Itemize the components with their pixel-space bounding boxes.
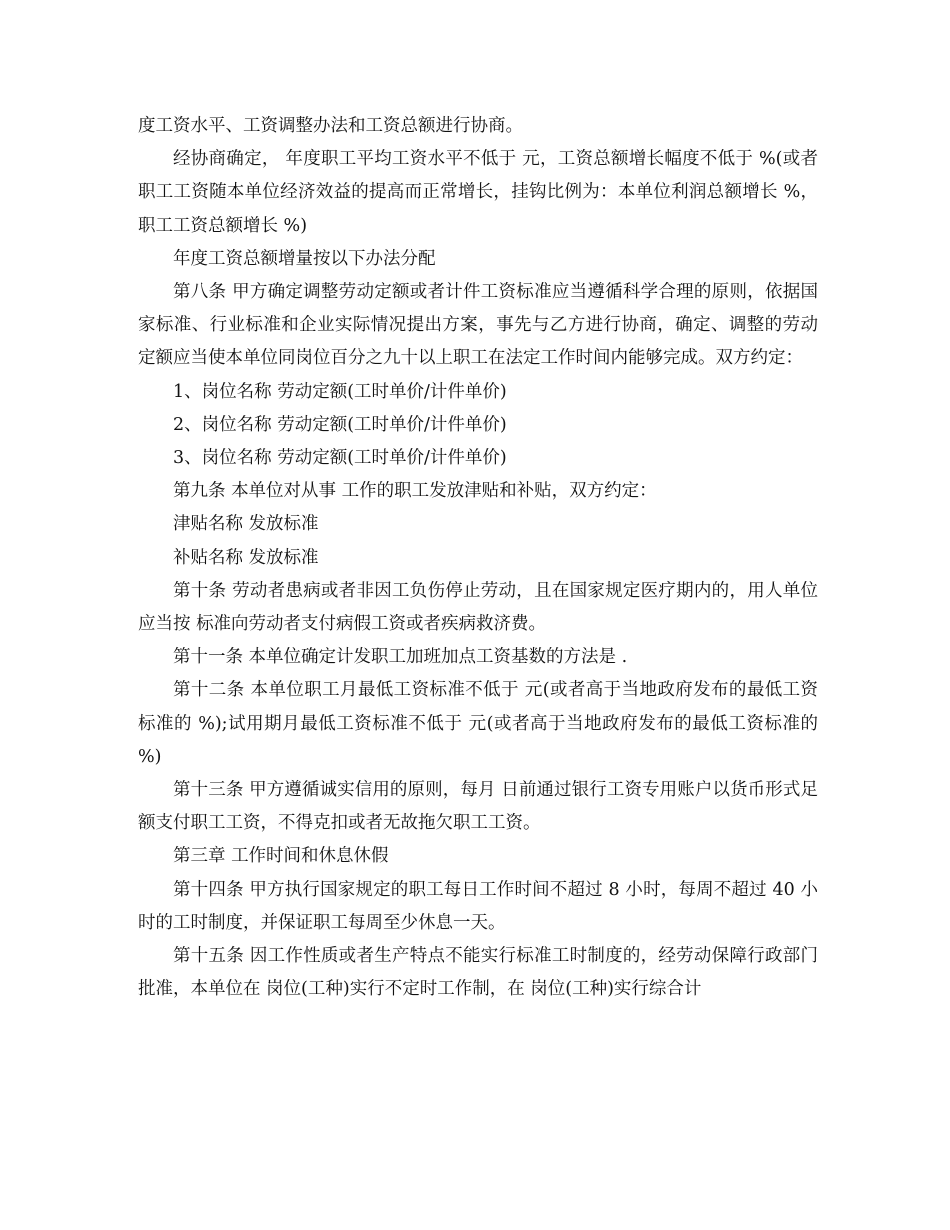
paragraph-article-9: 第九条 本单位对从事 工作的职工发放津贴和补贴，双方约定： <box>173 481 657 502</box>
paragraph-article-11: 第十一条 本单位确定计发职工加班加点工资基数的方法是 . <box>173 647 628 668</box>
paragraph-2: 经协商确定， 年度职工平均工资水平不低于 元，工资总额增长幅度不低于 %(或者职工工资随本单位经济效益的提高而正常增长，挂钩比例为：本单位利润总额增长 %，职工工资总额增长 %) <box>138 149 818 236</box>
paragraph-3: 年度工资总额增量按以下办法分配 <box>173 248 436 269</box>
paragraph-article-14: 第十四条 甲方执行国家规定的职工每日工作时间不超过 8 小时，每周不超过 40 小时的工时制度，并保证职工每周至少休息一天。 <box>138 879 818 933</box>
paragraph-article-10: 第十条 劳动者患病或者非因工负伤停止劳动，且在国家规定医疗期内的，用人单位应当按 标准向劳动者支付病假工资或者疾病救济费。 <box>138 580 818 635</box>
paragraph-list-item-1: 1、岗位名称 劳动定额(工时单价/计件单价) <box>173 381 507 402</box>
paragraph-article-15: 第十五条 因工作性质或者生产特点不能实行标准工时制度的，经劳动保障行政部门批准，本单位在 岗位(工种)实行不定时工作制，在 岗位(工种)实行综合计 <box>138 946 818 1000</box>
paragraph-1: 度工资水平、工资调整办法和工资总额进行协商。 <box>138 116 523 136</box>
paragraph-subsidy: 补贴名称 发放标准 <box>173 547 319 568</box>
paragraph-article-13: 第十三条 甲方遵循诚实信用的原则，每月 日前通过银行工资专用账户以货币形式足额支付职工工资，不得克扣或者无故拖欠职工工资。 <box>138 780 818 834</box>
paragraph-list-item-2: 2、岗位名称 劳动定额(工时单价/计件单价) <box>173 414 507 435</box>
chapter-heading-3: 第三章 工作时间和休息休假 <box>173 846 389 867</box>
paragraph-article-8: 第八条 甲方确定调整劳动定额或者计件工资标准应当遵循科学合理的原则，依据国家标准、行业标准和企业实际情况提出方案，事先与乙方进行协商，确定、调整的劳动定额应当使本单位同岗位百分之九十以上职工在法定工作时间内能够完成。双方约定： <box>138 282 818 369</box>
paragraph-allowance: 津贴名称 发放标准 <box>173 514 319 535</box>
paragraph-article-12: 第十二条 本单位职工月最低工资标准不低于 元(或者高于当地政府发布的最低工资标准的 %);试用期月最低工资标准不低于 元(或者高于当地政府发布的最低工资标准的 %) <box>138 680 818 767</box>
document-body <box>138 110 818 1006</box>
paragraph-list-item-3: 3、岗位名称 劳动定额(工时单价/计件单价) <box>173 448 507 469</box>
